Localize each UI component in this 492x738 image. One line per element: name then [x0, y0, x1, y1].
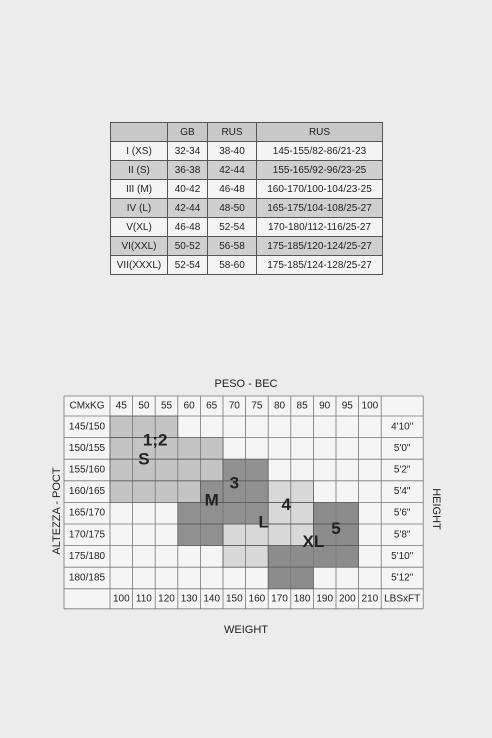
size-zone-letter-label: L: [258, 512, 269, 532]
size-zone-letter-label: S: [138, 449, 150, 469]
size-value-cell: 42-44: [208, 161, 257, 180]
size-value-cell: 145-155/82-86/21-23: [257, 142, 383, 161]
lbs-footer-label: 200: [338, 593, 356, 605]
size-value-cell: 165-175/104-108/25-27: [257, 199, 383, 218]
kg-header-label: 70: [228, 400, 240, 412]
lbs-footer-label: 170: [271, 593, 288, 605]
corner-label-cmxkg: CMxKG: [69, 400, 105, 412]
chart-left-title: ALTEZZA - POCT: [51, 467, 63, 555]
size-label-cell: IV (L): [111, 199, 168, 218]
size-value-cell: 160-170/100-104/23-25: [257, 180, 383, 199]
kg-header-label: 50: [138, 400, 150, 412]
ft-row-label: 5'10": [391, 550, 414, 562]
size-zone-letter-label: XL: [302, 531, 325, 551]
lbs-footer-label: 100: [112, 593, 130, 605]
size-value-cell: 38-40: [208, 142, 257, 161]
size-value-cell: 56-58: [208, 237, 257, 256]
cm-row-label: 170/175: [68, 529, 106, 541]
size-zone-number-label: 4: [281, 495, 292, 515]
chart-bottom-title: WEIGHT: [224, 624, 268, 636]
lbs-footer-label: 120: [158, 593, 175, 605]
kg-header-label: 45: [115, 400, 127, 412]
cm-row-label: 175/180: [68, 550, 106, 562]
ft-row-label: 5'6": [393, 507, 411, 519]
size-table-header-cell: RUS: [208, 123, 257, 142]
kg-header-label: 60: [183, 400, 195, 412]
ft-row-label: 5'0": [393, 442, 411, 454]
lbs-footer-label: 140: [203, 593, 221, 605]
size-value-cell: 46-48: [168, 218, 208, 237]
chart-right-title: HEIGHT: [430, 488, 442, 530]
size-zone-cell: [110, 459, 223, 481]
lbs-footer-label: 180: [293, 593, 311, 605]
size-label-cell: I (XS): [111, 142, 168, 161]
ft-row-label: 5'12": [391, 572, 414, 584]
chart-top-title: PESO - BEC: [214, 378, 278, 390]
size-table-header-cell: GB: [168, 123, 208, 142]
size-value-cell: 170-180/112-116/25-27: [257, 218, 383, 237]
kg-header-label: 95: [341, 400, 353, 412]
corner-label-lbsxft: LBSxFT: [384, 593, 421, 605]
size-value-cell: 32-34: [168, 142, 208, 161]
size-zone-number-label: 3: [229, 473, 240, 493]
kg-header-label: 100: [361, 400, 379, 412]
size-value-cell: 40-42: [168, 180, 208, 199]
cm-row-label: 160/165: [68, 486, 106, 498]
size-value-cell: 58-60: [208, 256, 257, 275]
size-value-cell: 52-54: [168, 256, 208, 275]
lbs-footer-label: 160: [248, 593, 266, 605]
size-label-cell: V(XL): [111, 218, 168, 237]
kg-header-label: 75: [251, 400, 263, 412]
size-zone-number-label: 1;2: [142, 430, 168, 450]
kg-header-label: 80: [273, 400, 286, 412]
lbs-footer-label: 210: [361, 593, 379, 605]
size-value-cell: 50-52: [168, 237, 208, 256]
ft-row-label: 5'8": [393, 529, 411, 541]
size-zone-letter-label: M: [204, 490, 219, 510]
cm-row-label: 150/155: [68, 442, 106, 454]
kg-header-label: 85: [296, 400, 308, 412]
size-value-cell: 46-48: [208, 180, 257, 199]
lbs-footer-label: 150: [225, 593, 243, 605]
lbs-footer-label: 110: [135, 593, 152, 605]
size-label-cell: III (M): [111, 180, 168, 199]
size-value-cell: 48-50: [208, 199, 257, 218]
size-value-cell: 42-44: [168, 199, 208, 218]
kg-header-label: 65: [206, 400, 218, 412]
size-value-cell: 175-185/124-128/25-27: [257, 256, 383, 275]
size-value-cell: 175-185/120-124/25-27: [257, 237, 383, 256]
size-label-cell: VI(XXL): [111, 237, 168, 256]
lbs-footer-label: 190: [316, 593, 334, 605]
kg-header-label: 90: [319, 400, 331, 412]
size-label-cell: II (S): [111, 161, 168, 180]
size-value-cell: 155-165/92-96/23-25: [257, 161, 383, 180]
cm-row-label: 155/160: [68, 464, 106, 476]
size-value-cell: 36-38: [168, 161, 208, 180]
size-value-cell: 52-54: [208, 218, 257, 237]
size-zone-number-label: 5: [331, 518, 341, 538]
ft-row-label: 5'4": [393, 486, 411, 498]
size-table-header-cell: RUS: [257, 123, 383, 142]
kg-header-label: 55: [160, 400, 173, 412]
ft-row-label: 5'2": [393, 464, 411, 476]
cm-row-label: 145/150: [68, 421, 106, 433]
cm-row-label: 165/170: [68, 507, 106, 519]
ft-row-label: 4'10": [391, 421, 414, 433]
size-label-cell: VII(XXXL): [111, 256, 168, 275]
lbs-footer-label: 130: [180, 593, 198, 605]
cm-row-label: 180/185: [68, 572, 106, 584]
